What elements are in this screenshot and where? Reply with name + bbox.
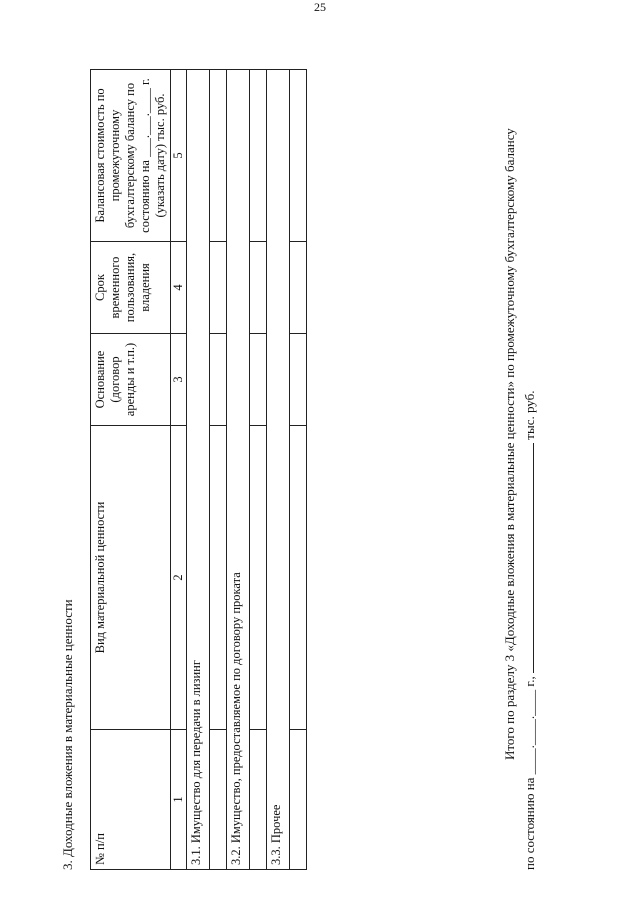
section-row-other — [267, 70, 290, 870]
section-label: 3.1. Имущество для передачи в лизинг — [187, 70, 210, 870]
table-cell[interactable] — [290, 242, 307, 334]
header-type: Вид материальной ценности — [91, 426, 171, 730]
total-date-line — [520, 70, 540, 870]
table-cell[interactable] — [250, 242, 267, 334]
investments-table — [90, 69, 307, 870]
column-number: 5 — [171, 70, 187, 242]
table-row — [290, 70, 307, 870]
header-balance: Балансовая стоимость по промежуточному бухгалтерскому балансу по состоянию на ___.___.____ г. (указать дату) тыс. руб. — [91, 70, 171, 242]
section-label: 3.2. Имущество, предоставляемое по договору проката — [227, 70, 250, 870]
table-cell[interactable] — [290, 426, 307, 730]
table-cell[interactable] — [250, 70, 267, 242]
total-date-field[interactable]: ____.____.____ г., — [521, 676, 537, 775]
total-date-prefix: по состоянию на — [521, 777, 537, 870]
table-cell[interactable] — [210, 70, 227, 242]
table-cell[interactable] — [210, 730, 227, 870]
total-line: Итого по разделу 3 «Доходные вложения в материальные ценности» по промежуточному бухгалтерскому балансу — [502, 128, 517, 760]
section-row-rental — [227, 70, 250, 870]
section-title: 3. Доходные вложения в материальные ценности — [60, 599, 75, 870]
table-cell[interactable] — [250, 730, 267, 870]
table-cell[interactable] — [290, 334, 307, 426]
section-label: 3.3. Прочее — [267, 70, 290, 870]
table-cell[interactable] — [250, 334, 267, 426]
table-cell[interactable] — [290, 70, 307, 242]
column-number: 1 — [171, 730, 187, 870]
table-row — [210, 70, 227, 870]
page-number: 25 — [314, 0, 326, 14]
table-row — [250, 70, 267, 870]
table-cell[interactable] — [210, 242, 227, 334]
column-number: 2 — [171, 426, 187, 730]
header-num: № п/п — [91, 730, 171, 870]
column-numbers-row — [171, 70, 187, 870]
rotated-content — [60, 70, 580, 870]
section-row-leasing — [187, 70, 210, 870]
header-basis: Основание (договор аренды и т.п.) — [91, 334, 171, 426]
header-term: Срок временного пользования, владения — [91, 242, 171, 334]
header-row — [91, 70, 171, 870]
column-number: 3 — [171, 334, 187, 426]
table-cell[interactable] — [250, 426, 267, 730]
section-total — [500, 70, 539, 870]
total-unit: тыс. руб. — [521, 390, 537, 440]
table-cell[interactable] — [210, 334, 227, 426]
table-cell[interactable] — [290, 730, 307, 870]
table-cell[interactable] — [210, 426, 227, 730]
total-amount-field[interactable] — [521, 443, 534, 673]
column-number: 4 — [171, 242, 187, 334]
